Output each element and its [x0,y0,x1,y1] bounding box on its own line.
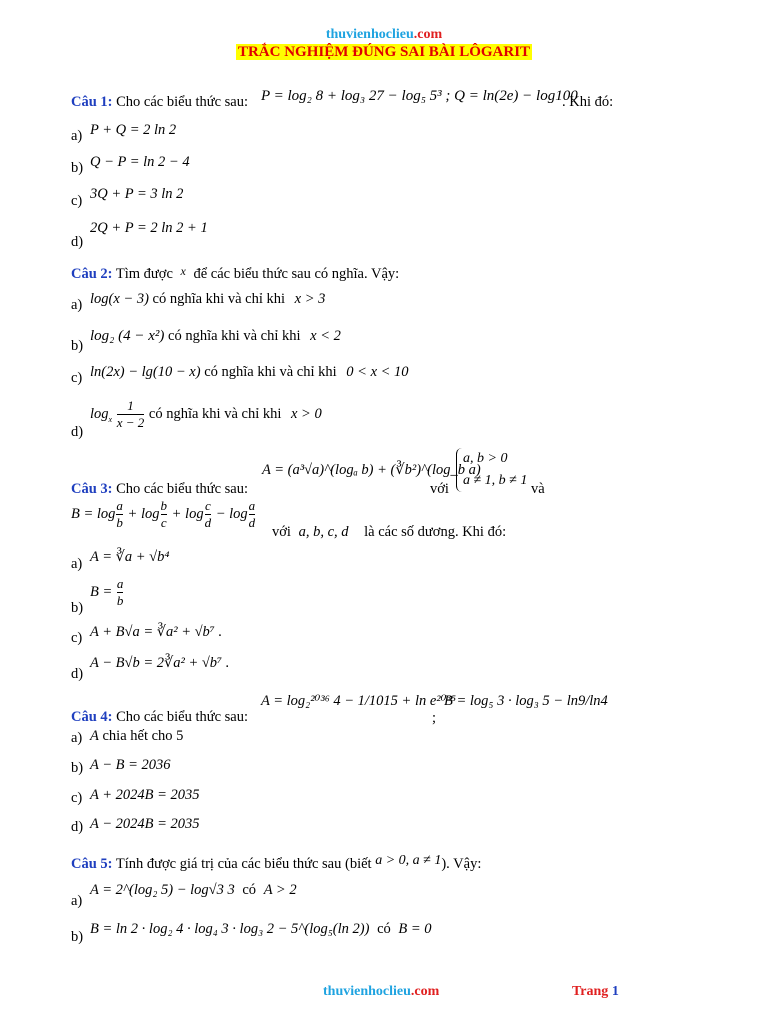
q1-stem [71,94,248,111]
footer-site [323,984,439,1000]
q3-condition-system [456,448,527,492]
q2-letter-d: d) [71,424,84,440]
q4-separator: ; [432,710,437,726]
q2-label: Câu 2: [71,266,113,282]
q3-b-frac: $\frac{a}{b}$ [116,576,124,608]
q5-stem [71,853,481,873]
q3-b-frac-2: $\frac{b}{c}$ [160,498,167,530]
q3-option-d: A − B√b = 2∛a² + √b⁷ . [90,655,230,671]
q5-option-a [90,882,297,899]
q3-tail: là các số dương. Khi đó: [364,524,507,540]
q2-a-text: có nghĩa khi và chỉ khi [152,291,286,307]
q3-cond-1: a, b > 0 [463,451,508,466]
q1-label: Câu 1: [71,94,113,110]
q1-option-a: P + Q = 2 ln 2 [90,122,177,138]
header-site-name: thuvienhoclieu [325,27,414,42]
q2-letter-c: c) [71,370,83,386]
q3-b-frac-4: $\frac{a}{d}$ [248,498,256,530]
q2-b-expr: log₂ (4 − x²) [90,328,165,344]
q2-a-cond: x > 3 [294,291,326,307]
q2-letter-a: a) [71,297,83,313]
q2-option-d [90,398,322,431]
q2-option-b [90,328,341,345]
q1-option-d: 2Q + P = 2 ln 2 + 1 [90,220,208,236]
q4-expr-a: A = log₂²⁰³⁶ 4 − 1/1015 + ln e²⁰³⁵ [261,693,456,709]
q5-b-expr: B = ln 2 · log₂ 4 · log₄ 3 · log₃ 2 − 5^(log₅(ln 2)) [90,921,370,937]
q2-variable: x [180,264,186,278]
footer-page-label: Trang [572,984,609,999]
q1-intro: Cho các biểu thức sau: [116,94,248,110]
q1-option-c: 3Q + P = 3 ln 2 [90,186,184,202]
q2-intro-a: Tìm được [115,266,173,282]
q3-letter-a: a) [71,556,83,572]
q2-letter-b: b) [71,338,84,354]
q3-letter-b: b) [71,600,84,616]
footer-site-domain: .com [410,984,440,999]
q5-a-expr: A = 2^(log₂ 5) − log√3 3 [90,882,235,898]
q3-voi-2: với [272,524,291,540]
q4-letter-d: d) [71,819,84,835]
q3-stem [71,481,248,498]
q2-b-text: có nghĩa khi và chỉ khi [168,328,301,344]
q2-d-num: 1 [127,398,134,413]
page-title [0,44,768,61]
q4-option-c: A + 2024B = 2035 [90,787,200,803]
footer-site-name: thuvienhoclieu [323,984,411,999]
q5-b-cond: B = 0 [398,921,432,937]
q3-b-frac-3: $\frac{c}{d}$ [204,498,212,530]
q3-b-frac-1: $\frac{a}{b}$ [116,498,123,530]
header-site [0,27,768,43]
q5-label: Câu 5: [71,856,113,872]
footer-page [572,984,619,1000]
q3-intro: Cho các biểu thức sau: [116,481,248,497]
q4-letter-a: a) [71,730,83,746]
q3-b-plus-2: + log [171,505,204,522]
q5-intro: Tính được giá trị của các biểu thức sau (biết [115,856,372,872]
q3-voi: với [430,481,449,497]
q4-letter-b: b) [71,760,84,776]
q3-letter-c: c) [71,630,83,646]
q3-va: và [531,481,545,497]
q1-option-b: Q − P = ln 2 − 4 [90,154,190,170]
q4-a-text: chia hết cho 5 [102,728,184,744]
q3-vars: a, b, c, d [298,524,349,540]
q5-option-b [90,921,432,938]
q4-a-var: A [90,728,99,744]
q3-vars-line [272,524,506,541]
q2-d-den: x − 2 [116,415,145,430]
q3-b-prefix: B = log [71,505,116,522]
q4-label: Câu 4: [71,709,113,725]
q2-d-log-text: log [90,405,109,422]
q1-letter-a: a) [71,128,83,144]
q2-d-base: x [108,414,113,424]
q2-intro-b: để các biểu thức sau có nghĩa. Vậy: [193,266,400,282]
q2-d-cond: x > 0 [291,405,322,422]
q3-b-expression [71,498,256,531]
q1-letter-d: d) [71,234,84,250]
q5-letter-b: b) [71,929,84,945]
header-site-domain: .com [413,27,443,42]
q2-d-fraction [117,398,145,431]
q3-letter-d: d) [71,666,84,682]
q4-option-d: A − 2024B = 2035 [90,816,200,832]
q2-a-expr: log(x − 3) [90,291,149,307]
footer-page-number: 1 [611,984,619,999]
q2-b-cond: x < 2 [310,328,341,344]
q2-stem [71,264,399,283]
q2-option-c [90,364,409,381]
q5-a-cond: A > 2 [263,882,297,898]
q3-option-b: B = $\frac{a}{b}$ [90,576,124,608]
q2-c-expr: ln(2x) − lg(10 − x) [90,364,201,380]
q4-option-b: A − B = 2036 [90,757,171,773]
q5-b-text: có [377,921,391,937]
q1-end: . Khi đó: [562,94,614,110]
q4-letter-c: c) [71,790,83,806]
q1-expression: P = log₂ 8 + log₃ 27 − log₅ 5³ ; Q = ln(2e) − log100 [261,88,578,104]
q2-d-text: có nghĩa khi và chỉ khi [148,405,282,422]
page-title-text: TRẮC NGHIỆM ĐÚNG SAI BÀI LÔGARIT [237,44,531,60]
q1-letter-b: b) [71,160,84,176]
q5-a-text: có [242,882,257,898]
q2-c-text: có nghĩa khi và chỉ khi [204,364,337,380]
q2-option-a [90,291,325,308]
q2-d-log [90,406,112,422]
q5-letter-a: a) [71,893,83,909]
q2-c-cond: 0 < x < 10 [346,364,409,380]
q3-label: Câu 3: [71,481,113,497]
q3-option-a: A = ∛a + √b⁴ [90,549,170,565]
q3-a-expression: A = (a³√a)^(logₐ b) + (∛b²)^(log_b a) [262,462,481,478]
q3-option-c: A + B√a = ∛a² + √b⁷ . [90,624,223,640]
q4-expr-b: B = log₅ 3 · log₃ 5 − ln9/ln4 [444,693,608,709]
q3-b-minus: − log [215,505,248,522]
q1-letter-c: c) [71,193,83,209]
q4-option-a [90,728,183,745]
q5-intro-end: ). Vậy: [441,856,482,872]
q4-stem [71,709,248,726]
q4-intro: Cho các biểu thức sau: [116,709,248,725]
q3-b-plus-1: + log [127,505,160,522]
q3-cond-2: a ≠ 1, b ≠ 1 [463,473,528,488]
q5-cond: a > 0, a ≠ 1 [375,853,442,868]
